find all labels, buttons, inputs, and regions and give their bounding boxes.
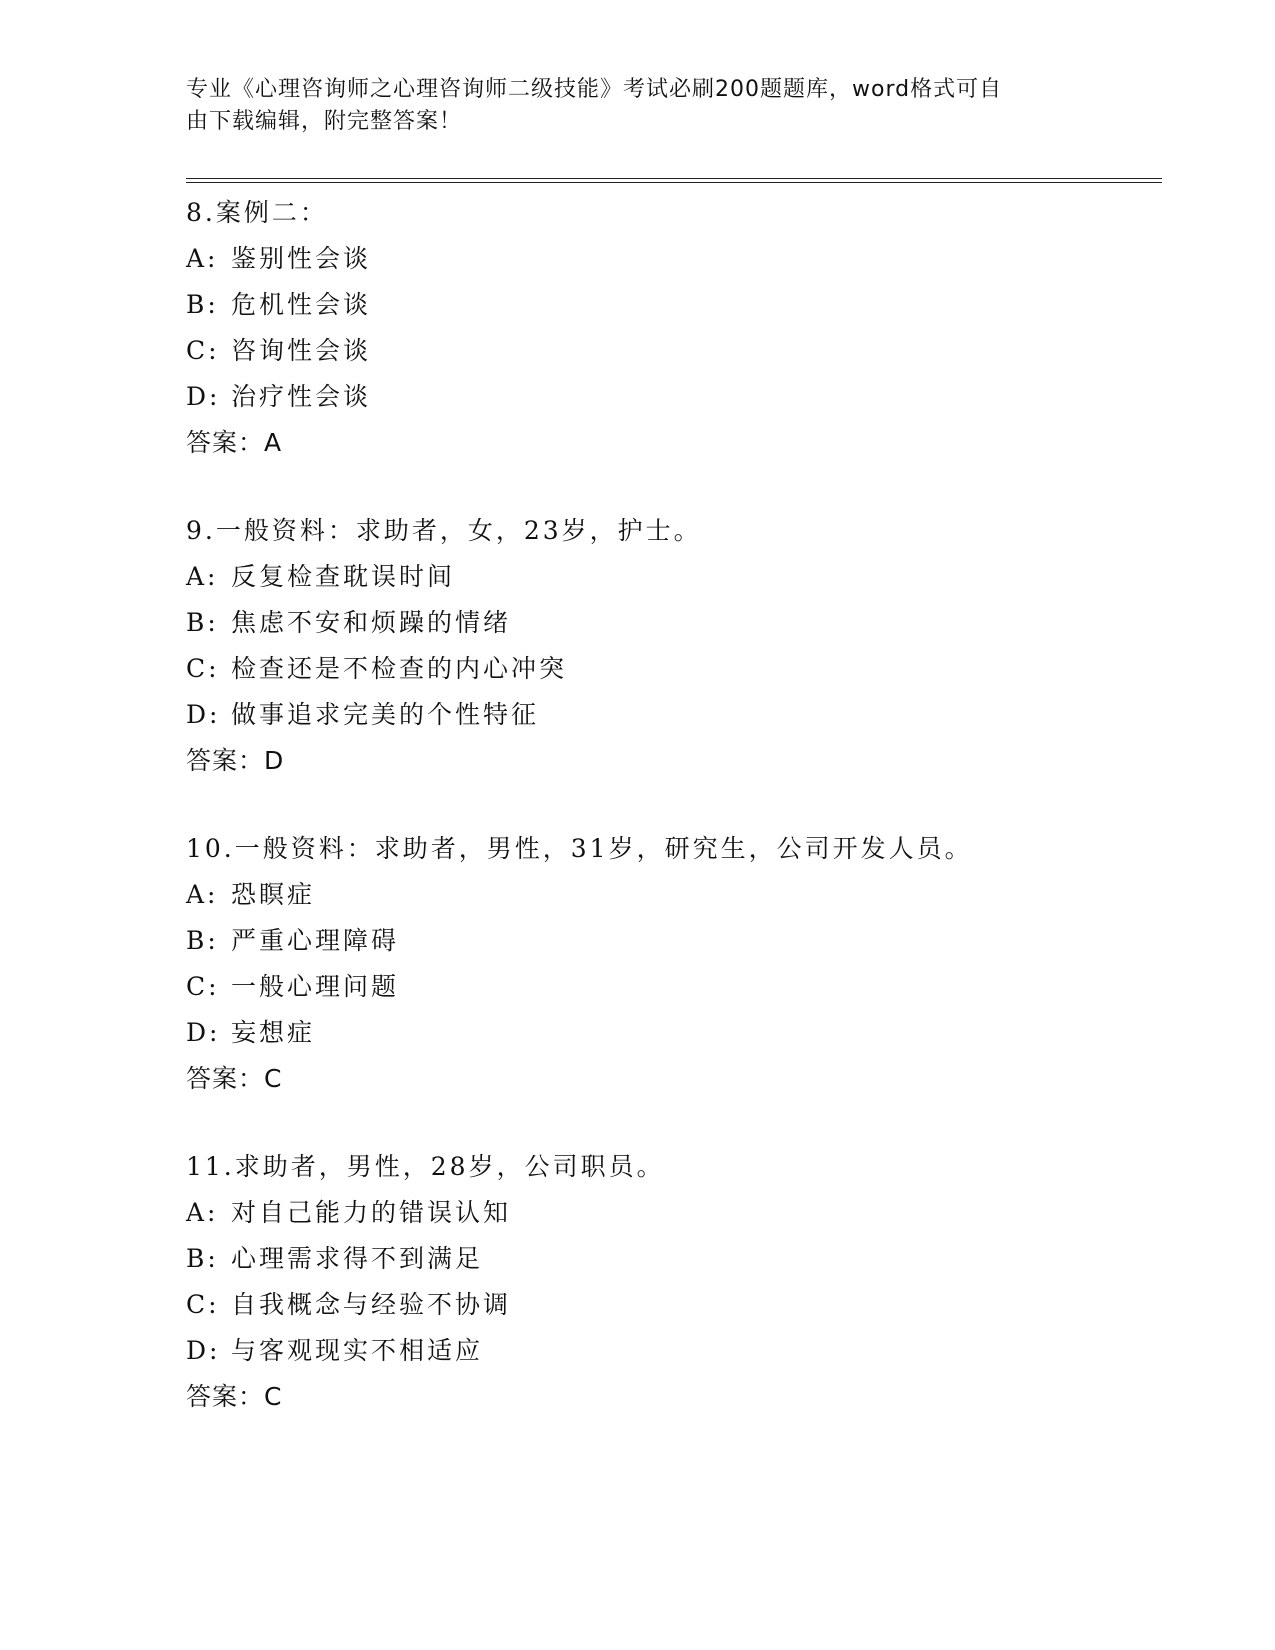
option-letter: D:	[186, 1018, 221, 1047]
option-b	[186, 1236, 1166, 1282]
option-letter: D:	[186, 700, 221, 729]
option-b	[186, 600, 1166, 646]
option-c	[186, 1282, 1166, 1328]
option-text: 咨询性会谈	[231, 336, 372, 365]
option-text: 检查还是不检查的内心冲突	[231, 654, 568, 683]
question-list	[186, 190, 1166, 1462]
question-item	[186, 1144, 1166, 1420]
answer-line: 答案：A	[186, 428, 283, 457]
option-text: 做事追求完美的个性特征	[231, 700, 540, 729]
option-d	[186, 374, 1166, 420]
option-letter: B:	[186, 926, 219, 955]
answer-line: 答案：C	[186, 1382, 283, 1411]
option-d	[186, 692, 1166, 738]
answer-line: 答案：C	[186, 1064, 283, 1093]
option-text: 严重心理障碍	[231, 926, 400, 955]
option-c	[186, 646, 1166, 692]
option-a	[186, 554, 1166, 600]
option-letter: C:	[186, 654, 220, 683]
option-d	[186, 1010, 1166, 1056]
header-divider-top	[186, 178, 1162, 179]
option-a	[186, 872, 1166, 918]
option-letter: C:	[186, 972, 220, 1001]
option-text: 心理需求得不到满足	[231, 1244, 484, 1273]
option-letter: A:	[186, 244, 219, 273]
option-b	[186, 918, 1166, 964]
option-letter: B:	[186, 290, 219, 319]
option-d	[186, 1328, 1166, 1374]
option-letter: D:	[186, 382, 221, 411]
option-c	[186, 964, 1166, 1010]
option-text: 焦虑不安和烦躁的情绪	[231, 608, 512, 637]
option-text: 对自己能力的错误认知	[231, 1198, 512, 1227]
header-line-2: 由下载编辑，附完整答案！	[186, 109, 463, 134]
option-text: 治疗性会谈	[231, 382, 372, 411]
question-title: 8.案例二：	[186, 198, 328, 227]
option-b	[186, 282, 1166, 328]
option-a	[186, 236, 1166, 282]
question-title: 10.一般资料：求助者，男性，31岁，研究生，公司开发人员。	[186, 834, 973, 863]
option-letter: C:	[186, 1290, 220, 1319]
option-text: 一般心理问题	[231, 972, 400, 1001]
answer-line: 答案：D	[186, 746, 285, 775]
option-letter: A:	[186, 880, 219, 909]
document-header	[186, 74, 1086, 138]
question-item	[186, 508, 1166, 784]
option-letter: D:	[186, 1336, 221, 1365]
option-text: 自我概念与经验不协调	[231, 1290, 512, 1319]
option-c	[186, 328, 1166, 374]
option-a	[186, 1190, 1166, 1236]
question-item	[186, 190, 1166, 466]
option-text: 反复检查耽误时间	[231, 562, 456, 591]
question-title: 9.一般资料：求助者，女，23岁，护士。	[186, 516, 702, 545]
question-item	[186, 826, 1166, 1102]
option-text: 与客观现实不相适应	[231, 1336, 484, 1365]
option-letter: A:	[186, 562, 219, 591]
option-letter: A:	[186, 1198, 219, 1227]
option-text: 鉴别性会谈	[231, 244, 372, 273]
option-letter: B:	[186, 1244, 219, 1273]
option-text: 危机性会谈	[231, 290, 372, 319]
header-divider-bottom	[186, 182, 1162, 183]
option-letter: B:	[186, 608, 219, 637]
question-title: 11.求助者，男性，28岁，公司职员。	[186, 1152, 665, 1181]
option-letter: C:	[186, 336, 220, 365]
option-text: 妄想症	[231, 1018, 316, 1047]
option-text: 恐瞑症	[231, 880, 316, 909]
header-line-1: 专业《心理咨询师之心理咨询师二级技能》考试必刷200题题库，word格式可自	[186, 77, 1003, 102]
